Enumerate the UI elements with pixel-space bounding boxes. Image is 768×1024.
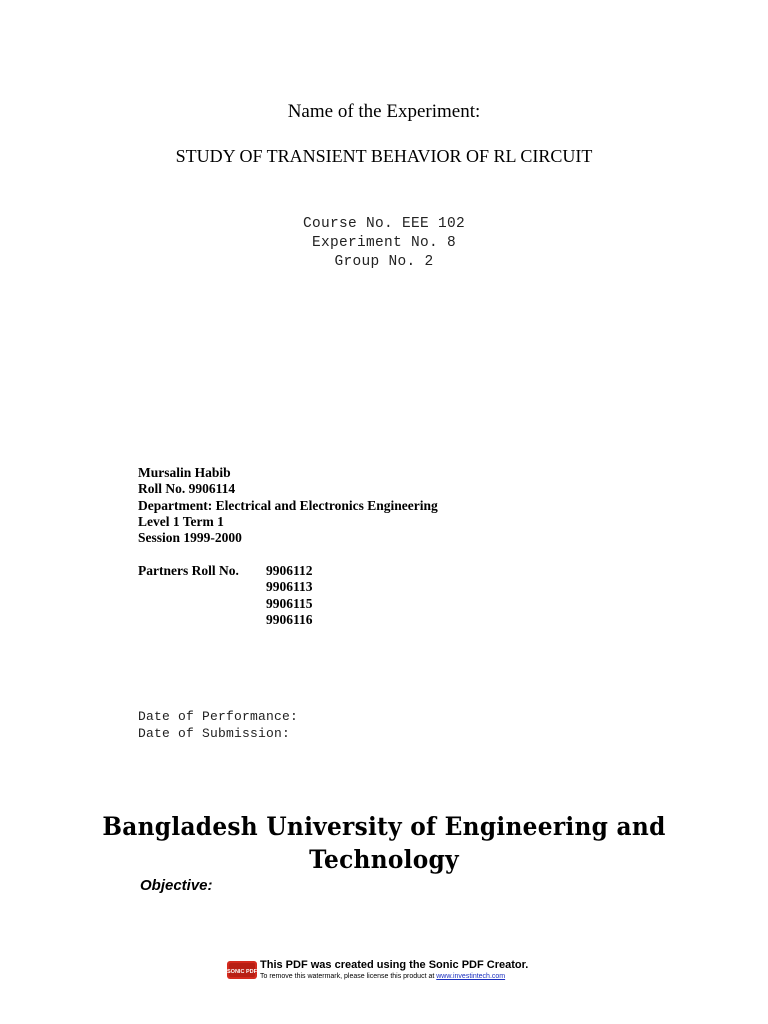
partner-roll: 9906112 (266, 563, 313, 578)
course-number: Course No. EEE 102 (302, 216, 466, 232)
student-department: Department: Electrical and Electronics Engineering (138, 498, 438, 513)
partners-label: Partners Roll No. (138, 563, 239, 578)
experiment-title: STUDY OF TRANSIENT BEHAVIOR OF RL CIRCUIT (175, 146, 593, 166)
university-name-line1: Bangladesh University of Engineering and (102, 812, 666, 841)
date-of-submission: Date of Submission: (138, 726, 291, 741)
group-number: Group No. 2 (334, 254, 434, 270)
student-roll: Roll No. 9906114 (138, 481, 236, 496)
student-session: Session 1999-2000 (138, 530, 242, 545)
date-of-performance: Date of Performance: (138, 709, 299, 724)
sonic-pdf-logo-icon (227, 961, 257, 979)
svg-text:SONIC PDF: SONIC PDF (227, 969, 257, 975)
partner-roll: 9906116 (266, 612, 313, 627)
student-name: Mursalin Habib (138, 465, 231, 480)
objective-label: Objective: (140, 877, 213, 894)
watermark-line1: This PDF was created using the Sonic PDF Creator. (260, 959, 529, 971)
partner-roll: 9906115 (266, 596, 313, 611)
student-level-term: Level 1 Term 1 (138, 514, 224, 529)
partner-roll: 9906113 (266, 579, 313, 594)
watermark-product: Sonic PDF Creator (428, 959, 526, 971)
watermark-link[interactable]: www.investintech.com (436, 973, 506, 980)
university-name-line2: Technology (309, 845, 459, 874)
experiment-number: Experiment No. 8 (311, 235, 457, 251)
watermark-line2: To remove this watermark, please license this product at www.investintech.com (260, 973, 506, 980)
pdf-watermark (227, 959, 557, 985)
experiment-heading: Name of the Experiment: (287, 101, 481, 122)
